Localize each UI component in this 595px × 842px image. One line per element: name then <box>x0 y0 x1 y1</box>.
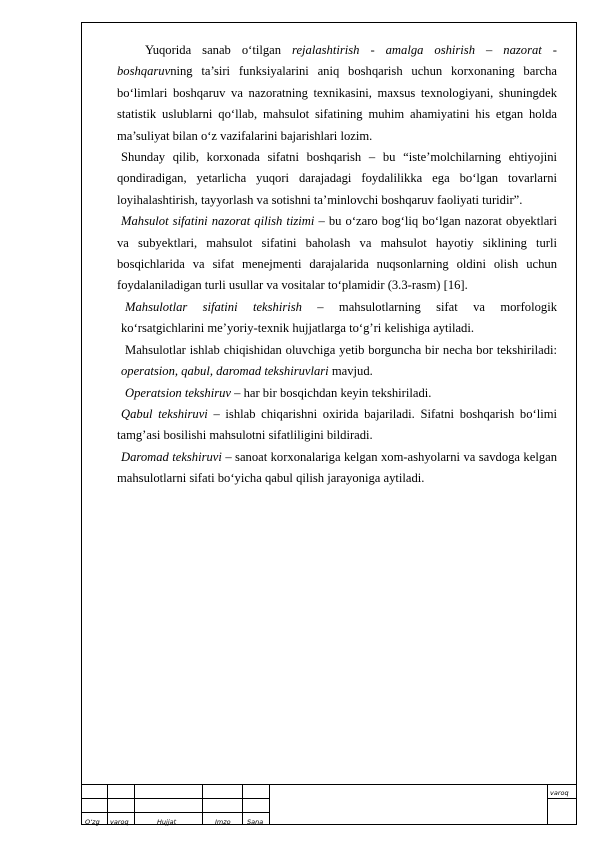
p1-text-c: ning ta’siri funksiyalarini aniq boshqarish uchun korxonaning barcha bo‘limlari boshqaruv va nazoratning texnikasini, maxsus texnologiyani, shuningdek statistik uslublarni qo‘llab, mahsulot sifatining muhim ahamiyatini his etgan holda ma’suliyat bilan o‘z vazifalarini bajarishlari lozim. <box>117 64 557 143</box>
paragraph-1 <box>117 40 557 147</box>
paragraph-3 <box>117 211 557 297</box>
p8-text: – sanoat korxonalariga kelgan xom-ashyolarni va savdoga kelgan mahsulotlarni sifati bo‘yicha qabul qilish jarayoniga aytiladi. <box>117 449 558 486</box>
paragraph-6 <box>117 383 557 404</box>
p5-text-a: Mahsulotlar ishlab chiqishidan oluvchiga yetib borguncha bir necha bor tekshiriladi: <box>125 342 557 357</box>
p1-text-a: Yuqorida sanab o‘tilgan <box>145 43 293 57</box>
stamp-label-varoq: varoq <box>110 818 129 826</box>
title-block <box>81 784 577 825</box>
p6-italic: Operatsion tekshiruv <box>125 385 231 400</box>
p4-text: – mahsulotlarning sifat va morfologik ko‘rsatgichlarini me’yoriy-texnik hujjatlarga to‘g’ri kelishiga aytiladi. <box>121 299 557 336</box>
p5-text-c: mavjud. <box>328 364 373 379</box>
stamp-divider <box>242 785 243 825</box>
document-body <box>117 40 557 490</box>
p3-italic: Mahsulot sifatini nazorat qilish tizimi <box>121 214 315 229</box>
p7-italic: Qabul tekshiruvi <box>121 406 208 421</box>
paragraph-7 <box>117 404 557 447</box>
stamp-label-hujjat: Hujjat <box>157 818 177 826</box>
stamp-divider <box>107 785 108 825</box>
p3-text: – bu o‘zaro bog‘liq bo‘lgan nazorat obyektlari va subyektlari, mahsulot sifatini baholash va mahsulot hayotiy siklining turli bosqichlarida va sifat menejmenti darajalarida nuqsonlarning oldini olish uchun foydalaniladigan turli usullar va vositalar to‘plamidir (3.3-rasm) [16]. <box>117 214 557 293</box>
p4-italic: Mahsulotlar sifatini tekshirish <box>125 299 302 314</box>
stamp-label-varoq-right: varoq <box>550 789 569 797</box>
stamp-label-imzo: Imzo <box>215 818 231 826</box>
stamp-row-line <box>547 798 577 799</box>
paragraph-4 <box>117 297 557 340</box>
p5-italic: operatsion, qabul, daromad tekshiruvlari <box>121 364 329 379</box>
p8-italic: Daromad tekshiruvi <box>121 449 222 464</box>
p1-italic: rejalashtirish - amalga oshirish – nazorat - boshqaruv <box>117 43 557 79</box>
stamp-row-line <box>81 812 269 813</box>
paragraph-2: Shunday qilib, korxonada sifatni boshqarish – bu “iste’molchilarning ehtiyojini qondiradigan, yetarlicha yuqori darajadagi foydalilikka ega bo‘lgan tovarlarni loyihalashtirish, tayyorlash va sotishni ta’minlovchi boshqaruv faoliyati turidir”. <box>117 150 557 207</box>
stamp-divider <box>269 785 270 825</box>
paragraph-5 <box>117 340 557 383</box>
paragraph-8 <box>117 447 557 490</box>
stamp-divider <box>547 785 548 825</box>
stamp-label-sana: Sana <box>247 818 264 826</box>
stamp-row-line <box>81 798 269 799</box>
p7-text: – ishlab chiqarishni oxirida bajariladi. Sifatni boshqarish bo‘limi tamg’asi bosilishi mahsulotni sifatliligini bildiradi. <box>117 406 557 443</box>
stamp-divider <box>202 785 203 825</box>
stamp-divider <box>134 785 135 825</box>
stamp-label-ozg: O‘zg <box>85 818 100 826</box>
p6-text: – har bir bosqichdan keyin tekshiriladi. <box>230 385 432 400</box>
